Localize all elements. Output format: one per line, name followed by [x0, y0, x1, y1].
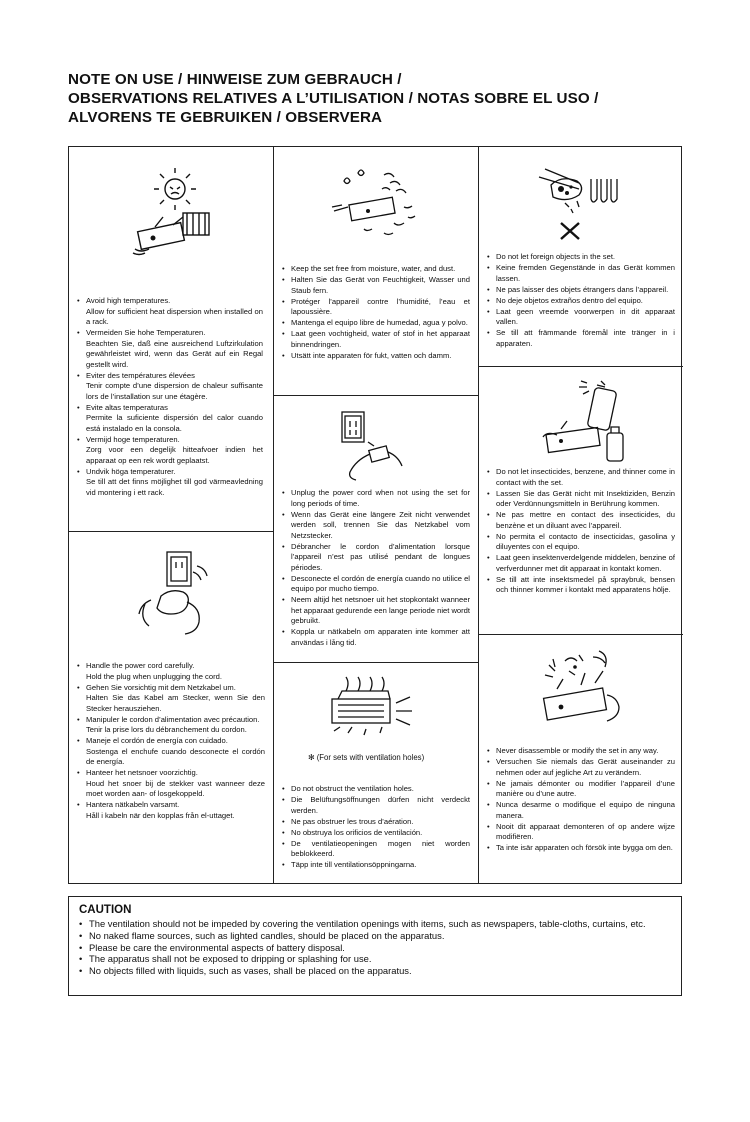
list-item: • Mantenga el equipo libre de humedad, agua y polvo. [282, 318, 470, 329]
caution-box [68, 896, 682, 996]
water-dust-icon [324, 167, 424, 243]
list-item: • Handle the power cord carefully. Hold the plug when unplugging the cord. [77, 661, 265, 682]
notes-grid [68, 146, 682, 884]
list-item: • Keine fremden Gegenstände in das Gerät kommen lassen. [487, 263, 675, 284]
caution-list [79, 918, 671, 977]
ventilation-note: ✻ (For sets with ventilation holes) [308, 753, 425, 762]
list-item: • Eviter des températures élevées Tenir compte d’une dispersion de chaleur suffisante lors de l’installation sur une étagère. [77, 371, 263, 403]
list-item: • Se till att främmande föremål inte tränger in i apparaten. [487, 328, 675, 349]
title-line-2: OBSERVATIONS RELATIVES A L’UTILISATION / NOTAS SOBRE EL USO / [68, 90, 599, 107]
list-item: • Ta inte isär apparaten och försök inte bygga om den. [487, 843, 675, 854]
caution-item: • No objects filled with liquids, such as vases, shall be placed on the apparatus. [79, 965, 671, 977]
list-item: • De ventilatieopeningen mogen niet worden beblokkeerd. [282, 839, 470, 860]
list-item: • Protéger l’appareil contre l’humidité, l’eau et lapoussière. [282, 297, 470, 318]
unplug-list [282, 488, 470, 649]
spray-can-icon [537, 375, 631, 467]
ventilation-list [282, 784, 470, 871]
list-item: • Laat geen insektenverdelgende middelen, benzine of verfverdunner met dit apparaat in kontakt komen. [487, 553, 675, 574]
caution-item: • Please be care the environmental aspects of battery disposal. [79, 942, 671, 954]
list-item: • Ne pas mettre en contact des insecticides, du benzène et un diluant avec l’appareil. [487, 510, 675, 531]
wall-outlet-icon [334, 408, 414, 484]
title-line-3: ALVORENS TE GEBRUIKEN / OBSERVERA [68, 109, 383, 126]
panel-moisture [274, 147, 478, 395]
list-item: • Keep the set free from moisture, water, and dust. [282, 264, 470, 275]
insecticides-list [487, 467, 675, 596]
list-item: • Desconecte el cordón de energía cuando no utilice el equipo por mucho tiempo. [282, 574, 470, 595]
list-item: • Do not let foreign objects in the set. [487, 252, 675, 263]
list-item: • Do not obstruct the ventilation holes. [282, 784, 470, 795]
list-item: • Neem altijd het netsnoer uit het stopkontakt wanneer het apparaat gedurende een lange periode niet wordt gebruikt. [282, 595, 470, 627]
list-item: • Avoid high temperatures. Allow for sufficient heat dispersion when installed on a rack. [77, 296, 263, 328]
list-item: • Do not let insecticides, benzene, and thinner come in contact with the set. [487, 467, 675, 488]
list-item: • Wenn das Gerät eine längere Zeit nicht verwendet werden soll, trennen Sie das Netzkabel vom Netzstecker. [282, 510, 470, 542]
disassemble-list [487, 746, 675, 854]
list-item: • Laat geen vochtigheid, water of stof in het apparaat binnendringen. [282, 329, 470, 350]
caution-heading: CAUTION [79, 904, 132, 916]
list-item: • Evite altas temperaturas Permite la suficiente dispersión del calor cuando está instalado en la consola. [77, 403, 263, 435]
caution-item: • No naked flame sources, such as lighted candles, should be placed on the apparatus. [79, 930, 671, 942]
caution-item: • The apparatus shall not be exposed to dripping or splashing for use. [79, 953, 671, 965]
list-item: • Manipuler le cordon d’alimentation avec précaution. Tenir la prise lors du débranchement du cordon. [77, 715, 265, 736]
ventilation-icon [324, 673, 420, 745]
high-temperature-list [77, 296, 263, 499]
list-item: • Versuchen Sie niemals das Gerät auseinander zu nehmen oder auf jegliche Art zu verändern. [487, 757, 675, 778]
list-item: • Se till att inte insektsmedel på spraybruk, bensen och thinner kommer i kontakt med apparatens hölje. [487, 575, 675, 596]
panel-insecticides [479, 367, 683, 634]
list-item: • Lassen Sie das Gerät nicht mit Insektiziden, Benzin oder Verdünnungsmitteln in Berührung kommen. [487, 489, 675, 510]
power-cord-list [77, 661, 265, 822]
list-item: • No permita el contacto de insecticidas, gasolina y diluyentes con el equipo. [487, 532, 675, 553]
list-item: • Never disassemble or modify the set in any way. [487, 746, 675, 757]
list-item: • Unplug the power cord when not using the set for long periods of time. [282, 488, 470, 509]
page-title [68, 70, 688, 127]
list-item: • Ne jamais démonter ou modifier l’appareil d’une manière ou d’une autre. [487, 779, 675, 800]
sun-heat-icon [125, 167, 225, 259]
list-item: • Halten Sie das Gerät von Feuchtigkeit, Wasser und Staub fern. [282, 275, 470, 296]
panel-high-temperature [69, 147, 273, 531]
moisture-list [282, 264, 470, 362]
list-item: • Vermijd hoge temperaturen. Zorg voor een degelijk hitteafvoer indien het apparaat op een rek wordt geplaatst. [77, 435, 263, 467]
list-item: • Gehen Sie vorsichtig mit dem Netzkabel um. Halten Sie das Kabel am Stecker, wenn Sie den Stecker herausziehen. [77, 683, 265, 715]
title-line-1: NOTE ON USE / HINWEISE ZUM GEBRAUCH / [68, 71, 402, 88]
panel-ventilation [274, 663, 478, 885]
list-item: • Laat geen vreemde voorwerpen in dit apparaat vallen. [487, 307, 675, 328]
list-item: • Débrancher le cordon d’alimentation lorsque l’appareil n’est pas utilisé pendant de longues périodes. [282, 542, 470, 574]
panel-disassemble [479, 635, 683, 885]
list-item: • Undvik höga temperaturer. Se till att det finns möjlighet till god värmeavledning vid montering i ett rack. [77, 467, 263, 499]
list-item: • Ne pas laisser des objets étrangers dans l’appareil. [487, 285, 675, 296]
foreign-objects-list [487, 252, 675, 350]
foreign-objects-icon [531, 159, 623, 243]
panel-power-cord [69, 532, 273, 885]
disassembly-icon [535, 645, 627, 737]
list-item: • Die Belüftungsöffnungen dürfen nicht verdeckt werden. [282, 795, 470, 816]
list-item: • No obstruya los orificios de ventilación. [282, 828, 470, 839]
list-item: • Utsätt inte apparaten för fukt, vatten och damm. [282, 351, 470, 362]
list-item: • Hantera nätkabeln varsamt. Håll i kabeln när den kopplas från el-uttaget. [77, 800, 265, 821]
list-item: • No deje objetos extraños dentro del equipo. [487, 296, 675, 307]
list-item: • Täpp inte till ventilationsöppningarna. [282, 860, 470, 871]
list-item: • Koppla ur nätkabeln om apparaten inte kommer att användas i lång tid. [282, 627, 470, 648]
list-item: • Ne pas obstruer les trous d’aération. [282, 817, 470, 828]
panel-unplug [274, 396, 478, 662]
list-item: • Maneje el cordón de energía con cuidado. Sostenga el enchufe cuando desconecte el cordón de energía. [77, 736, 265, 768]
list-item: • Nunca desarme o modifique el equipo de ninguna manera. [487, 800, 675, 821]
list-item: • Vermeiden Sie hohe Temperaturen. Beachten Sie, daß eine ausreichend Luftzirkulation gewährleistet wird, wenn das Gerät auf ein Regal gestellt wird. [77, 328, 263, 370]
caution-item: • The ventilation should not be impeded by covering the ventilation openings with items, such as newspapers, table-cloths, curtains, etc. [79, 918, 671, 930]
list-item: • Nooit dit apparaat demonteren of op andere wijze modifiëren. [487, 822, 675, 843]
hand-plug-icon [131, 548, 217, 638]
panel-foreign-objects [479, 147, 683, 366]
list-item: • Hanteer het netsnoer voorzichtig. Houd het snoer bij de stekker vast wanneer deze moet worden aan- of losgekoppeld. [77, 768, 265, 800]
